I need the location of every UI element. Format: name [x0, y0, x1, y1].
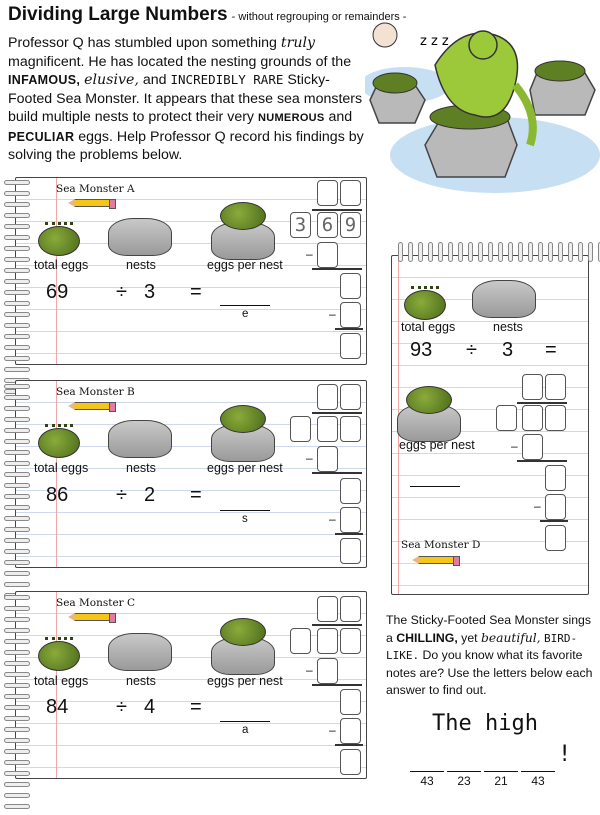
- label-total-eggs: total eggs: [34, 674, 89, 688]
- work-box[interactable]: [317, 658, 338, 684]
- rock-nest-icon: [108, 420, 172, 458]
- work-box[interactable]: [545, 525, 566, 551]
- dividend: 69: [46, 281, 69, 303]
- egg-icon: [220, 202, 266, 230]
- egg-cluster-icon: [373, 73, 417, 93]
- rock-nest-icon: [472, 280, 536, 318]
- problem-name: Sea Monster C: [56, 597, 136, 609]
- work-box-divisor[interactable]: 3: [290, 212, 311, 238]
- snore-text: z z z: [420, 34, 449, 49]
- answer-code[interactable]: 23: [447, 771, 481, 788]
- work-box[interactable]: [340, 416, 361, 442]
- problem-name: Sea Monster D: [401, 539, 481, 551]
- egg-cluster-icon: [535, 61, 585, 81]
- dividend: 84: [46, 696, 69, 718]
- work-box[interactable]: [317, 416, 338, 442]
- work-box[interactable]: [317, 242, 338, 268]
- answer-letter: e: [242, 308, 249, 320]
- riddle-text: The Sticky-Footed Sea Monster sings a CHILLING, yet beautiful, BIRD-LIKE. Do you know what its favorite notes are? Use the letters below each answer to find out.: [386, 613, 593, 697]
- answer-letter: s: [242, 513, 248, 525]
- equals-sign: =: [190, 696, 202, 718]
- minus-sign: –: [306, 663, 313, 677]
- divide-sign: ÷: [466, 339, 477, 361]
- work-box[interactable]: [545, 494, 566, 520]
- pencil-icon: [74, 613, 112, 621]
- work-box[interactable]: [340, 180, 361, 206]
- egg-icon: [38, 226, 80, 256]
- division-bracket: [312, 209, 362, 211]
- work-box-divisor[interactable]: [496, 405, 517, 431]
- egg-icon: [38, 641, 80, 671]
- spiral-binding-c: [4, 595, 30, 815]
- work-box[interactable]: [340, 478, 361, 504]
- problem-name: Sea Monster A: [56, 183, 135, 195]
- label-nests: nests: [493, 320, 523, 334]
- division-bracket: [312, 624, 362, 626]
- handwritten-answer: The high: [432, 711, 538, 736]
- label-total-eggs: total eggs: [401, 320, 456, 334]
- label-eggs-per-nest: eggs per nest: [207, 674, 283, 688]
- minus-sign: –: [329, 512, 336, 526]
- rock-nest-icon: [108, 633, 172, 671]
- work-box[interactable]: [545, 374, 566, 400]
- pencil-icon: [74, 402, 112, 410]
- egg-icon: [406, 386, 452, 414]
- work-box[interactable]: [522, 405, 543, 431]
- work-box[interactable]: [340, 538, 361, 564]
- label-nests: nests: [126, 674, 156, 688]
- equals-sign: =: [190, 484, 202, 506]
- monster-head: [469, 31, 497, 59]
- label-total-eggs: total eggs: [34, 258, 89, 272]
- work-box[interactable]: [340, 333, 361, 359]
- work-box[interactable]: [545, 465, 566, 491]
- work-box[interactable]: [317, 596, 338, 622]
- problem-name: Sea Monster B: [56, 386, 135, 398]
- spiral-binding-d: [398, 242, 600, 262]
- answer-code[interactable]: 21: [484, 771, 518, 788]
- divisor: 3: [144, 281, 156, 303]
- dividend: 86: [46, 484, 69, 506]
- minus-sign: –: [329, 723, 336, 737]
- work-box[interactable]: [545, 405, 566, 431]
- work-box[interactable]: [340, 689, 361, 715]
- sea-monster-illustration: [365, 5, 600, 205]
- work-box[interactable]: [340, 384, 361, 410]
- work-box[interactable]: [340, 507, 361, 533]
- answer-blank[interactable]: [220, 721, 270, 722]
- work-box[interactable]: [317, 446, 338, 472]
- division-bracket: [312, 412, 362, 414]
- equals-sign: =: [190, 281, 202, 303]
- rock-nest-icon: [108, 218, 172, 256]
- answer-code[interactable]: 43: [521, 771, 555, 788]
- divisor: 3: [502, 339, 514, 361]
- divisor: 4: [144, 696, 156, 718]
- answer-code[interactable]: 43: [410, 771, 444, 788]
- work-box[interactable]: [317, 180, 338, 206]
- exclamation: !: [558, 742, 572, 767]
- divide-sign: ÷: [116, 696, 127, 718]
- work-box[interactable]: [340, 302, 361, 328]
- work-box[interactable]: [522, 434, 543, 460]
- spiral-binding-a: [4, 180, 30, 400]
- work-box[interactable]: [340, 749, 361, 775]
- title-subtitle: - without regrouping or remainders -: [231, 11, 407, 23]
- label-nests: nests: [126, 258, 156, 272]
- egg-icon: [404, 290, 446, 320]
- work-box[interactable]: [317, 384, 338, 410]
- work-box[interactable]: [522, 374, 543, 400]
- minus-sign: –: [511, 439, 518, 453]
- equals-sign: =: [545, 339, 557, 361]
- work-box-divisor[interactable]: [290, 628, 311, 654]
- answer-blank[interactable]: [220, 305, 270, 306]
- pencil-icon: [418, 556, 456, 564]
- answer-letter: a: [242, 724, 249, 736]
- label-nests: nests: [126, 461, 156, 475]
- work-box[interactable]: [340, 596, 361, 622]
- work-box-digit[interactable]: 9: [340, 212, 361, 238]
- work-box-digit[interactable]: 6: [317, 212, 338, 238]
- answer-blank[interactable]: [410, 486, 460, 487]
- intro-paragraph: Professor Q has stumbled upon something truly magnificent. He has located the nesting grounds of the INFAMOUS, elusive, and INCREDIBLY RARE Sticky-Footed Sea Monster. It appears that these sea monsters build multiple nests to protect their very NUMEROUS and PECULIAR eggs. Help Professor Q record his findings by solving the problems below.: [8, 35, 364, 163]
- title-main: Dividing Large Numbers: [8, 4, 228, 25]
- label-eggs-per-nest: eggs per nest: [399, 438, 475, 452]
- egg-icon: [38, 428, 80, 458]
- work-box[interactable]: [340, 718, 361, 744]
- minus-sign: –: [534, 499, 541, 513]
- label-eggs-per-nest: eggs per nest: [207, 461, 283, 475]
- label-total-eggs: total eggs: [34, 461, 89, 475]
- divisor: 2: [144, 484, 156, 506]
- professor-q-icon: [373, 23, 397, 47]
- divide-sign: ÷: [116, 281, 127, 303]
- egg-icon: [220, 618, 266, 646]
- work-box[interactable]: [317, 628, 338, 654]
- minus-sign: –: [306, 247, 313, 261]
- page-title: [8, 4, 406, 26]
- work-box[interactable]: [340, 628, 361, 654]
- divide-sign: ÷: [116, 484, 127, 506]
- label-eggs-per-nest: eggs per nest: [207, 258, 283, 272]
- work-box[interactable]: [340, 273, 361, 299]
- dividend: 93: [410, 339, 433, 361]
- answer-blank[interactable]: [220, 510, 270, 511]
- minus-sign: –: [329, 307, 336, 321]
- pencil-icon: [74, 199, 112, 207]
- minus-sign: –: [306, 451, 313, 465]
- division-bracket: [517, 402, 567, 404]
- egg-icon: [220, 405, 266, 433]
- spiral-binding-b: [4, 384, 30, 604]
- work-box-divisor[interactable]: [290, 416, 311, 442]
